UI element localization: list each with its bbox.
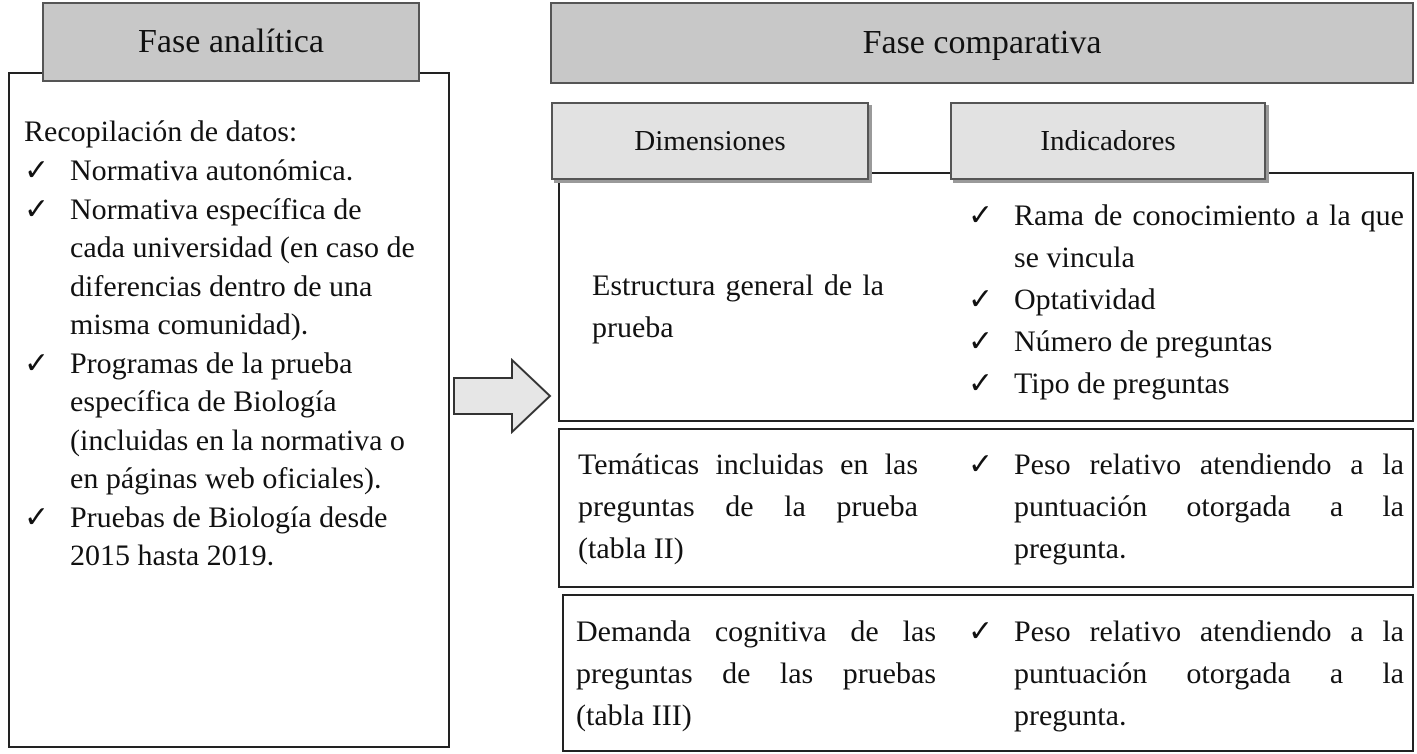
indicators-header-label: Indicadores <box>1040 124 1176 157</box>
list-item <box>24 191 419 345</box>
check-icon: ✓ <box>24 192 50 226</box>
analytic-phase-list <box>24 152 419 576</box>
list-item <box>24 345 419 499</box>
list-item <box>24 152 419 191</box>
dimensions-header <box>551 102 869 180</box>
indicator-text: Número de preguntas <box>1014 325 1273 358</box>
dimension-text: Temáticas incluidas en las preguntas de la prueba (tabla II) <box>578 448 918 565</box>
dimension-text: Demanda cognitiva de las preguntas de las pruebas (tabla III) <box>576 615 936 732</box>
list-item <box>968 611 1404 737</box>
list-item <box>968 444 1404 570</box>
check-icon: ✓ <box>24 154 50 187</box>
check-icon: ✓ <box>968 325 994 358</box>
indicator-list <box>968 195 1404 405</box>
list-item-text: Programas de la prueba específica de Biología (incluidas en la normativa o en páginas web oficiales). <box>70 346 405 495</box>
analytic-phase-header <box>42 2 420 82</box>
list-item-text: Pruebas de Biología desde 2015 hasta 2019. <box>70 500 388 572</box>
indicator-text: Rama de conocimiento a la que se vincula <box>1014 199 1404 274</box>
indicator-list <box>968 611 1404 737</box>
indicator-text: Tipo de preguntas <box>1014 367 1230 400</box>
check-icon: ✓ <box>968 615 994 648</box>
indicator-text: Optatividad <box>1014 283 1156 316</box>
list-item <box>968 195 1404 279</box>
indicator-list <box>968 444 1404 570</box>
check-icon: ✓ <box>968 199 994 232</box>
dimensions-header-label: Dimensiones <box>634 124 786 157</box>
list-item <box>24 499 419 576</box>
check-icon: ✓ <box>24 500 50 534</box>
right-arrow-icon <box>452 358 552 434</box>
list-item <box>968 363 1404 405</box>
check-icon: ✓ <box>968 367 994 400</box>
dimension-text: Estructura general de la prueba <box>592 269 884 344</box>
indicator-text: Peso relativo atendiendo a la puntuación otorgada a la pregunta. <box>1014 448 1404 565</box>
analytic-phase-intro: Recopilación de datos: <box>24 115 298 148</box>
check-icon: ✓ <box>24 346 50 380</box>
indicators-header <box>950 102 1266 180</box>
list-item-text: Normativa autonómica. <box>70 154 354 187</box>
list-item-text: Normativa específica de cada universidad (en caso de diferencias dentro de una misma comunidad). <box>70 192 415 341</box>
list-item <box>968 279 1404 321</box>
indicator-text: Peso relativo atendiendo a la puntuación otorgada a la pregunta. <box>1014 615 1404 732</box>
comparative-phase-title: Fase comparativa <box>862 24 1102 61</box>
comparative-phase-header <box>550 2 1414 84</box>
analytic-phase-title: Fase analítica <box>138 23 324 60</box>
list-item <box>968 321 1404 363</box>
check-icon: ✓ <box>968 283 994 316</box>
check-icon: ✓ <box>968 448 994 481</box>
